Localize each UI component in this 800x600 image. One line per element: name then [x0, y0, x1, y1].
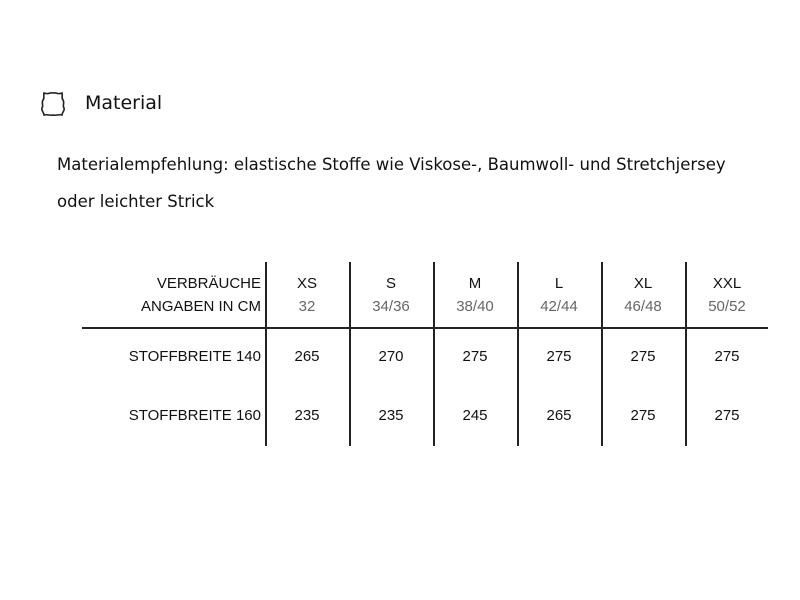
material-recommendation: Materialempfehlung: elastische Stoffe wie Viskose-, Baumwoll- und Stretchjersey oder leichter Strick [57, 155, 726, 211]
header-unit: ANGABEN IN CM [140, 298, 261, 315]
size-label: M [468, 275, 482, 292]
size-label: XXL [712, 275, 742, 292]
size-label: L [554, 275, 564, 292]
size-eu: 42/44 [540, 298, 578, 315]
row-label: STOFFBREITE 140 [128, 348, 261, 365]
size-label: XS [296, 275, 317, 292]
value-cell: 275 [714, 348, 740, 365]
section-title: Material [85, 92, 163, 114]
value-cell: 245 [462, 407, 488, 424]
size-eu: 46/48 [624, 298, 662, 315]
size-eu: 34/36 [372, 298, 410, 315]
value-cell: 265 [546, 407, 572, 424]
size-label: S [385, 275, 396, 292]
value-cell: 275 [714, 407, 740, 424]
value-cell: 275 [630, 348, 656, 365]
header-divider [82, 327, 768, 329]
value-cell: 235 [294, 407, 320, 424]
value-cell: 265 [294, 348, 320, 365]
size-eu: 50/52 [708, 298, 746, 315]
header-label: VERBRÄUCHE [156, 275, 261, 292]
value-cell: 275 [630, 407, 656, 424]
value-cell: 270 [378, 348, 404, 365]
size-eu: 32 [298, 298, 316, 315]
value-cell: 235 [378, 407, 404, 424]
value-cell: 275 [462, 348, 488, 365]
leather-hide-icon [38, 90, 68, 118]
fabric-consumption-table [82, 262, 768, 446]
value-cell: 275 [546, 348, 572, 365]
row-label: STOFFBREITE 160 [128, 407, 261, 424]
size-eu: 38/40 [456, 298, 494, 315]
size-label: XL [633, 275, 653, 292]
